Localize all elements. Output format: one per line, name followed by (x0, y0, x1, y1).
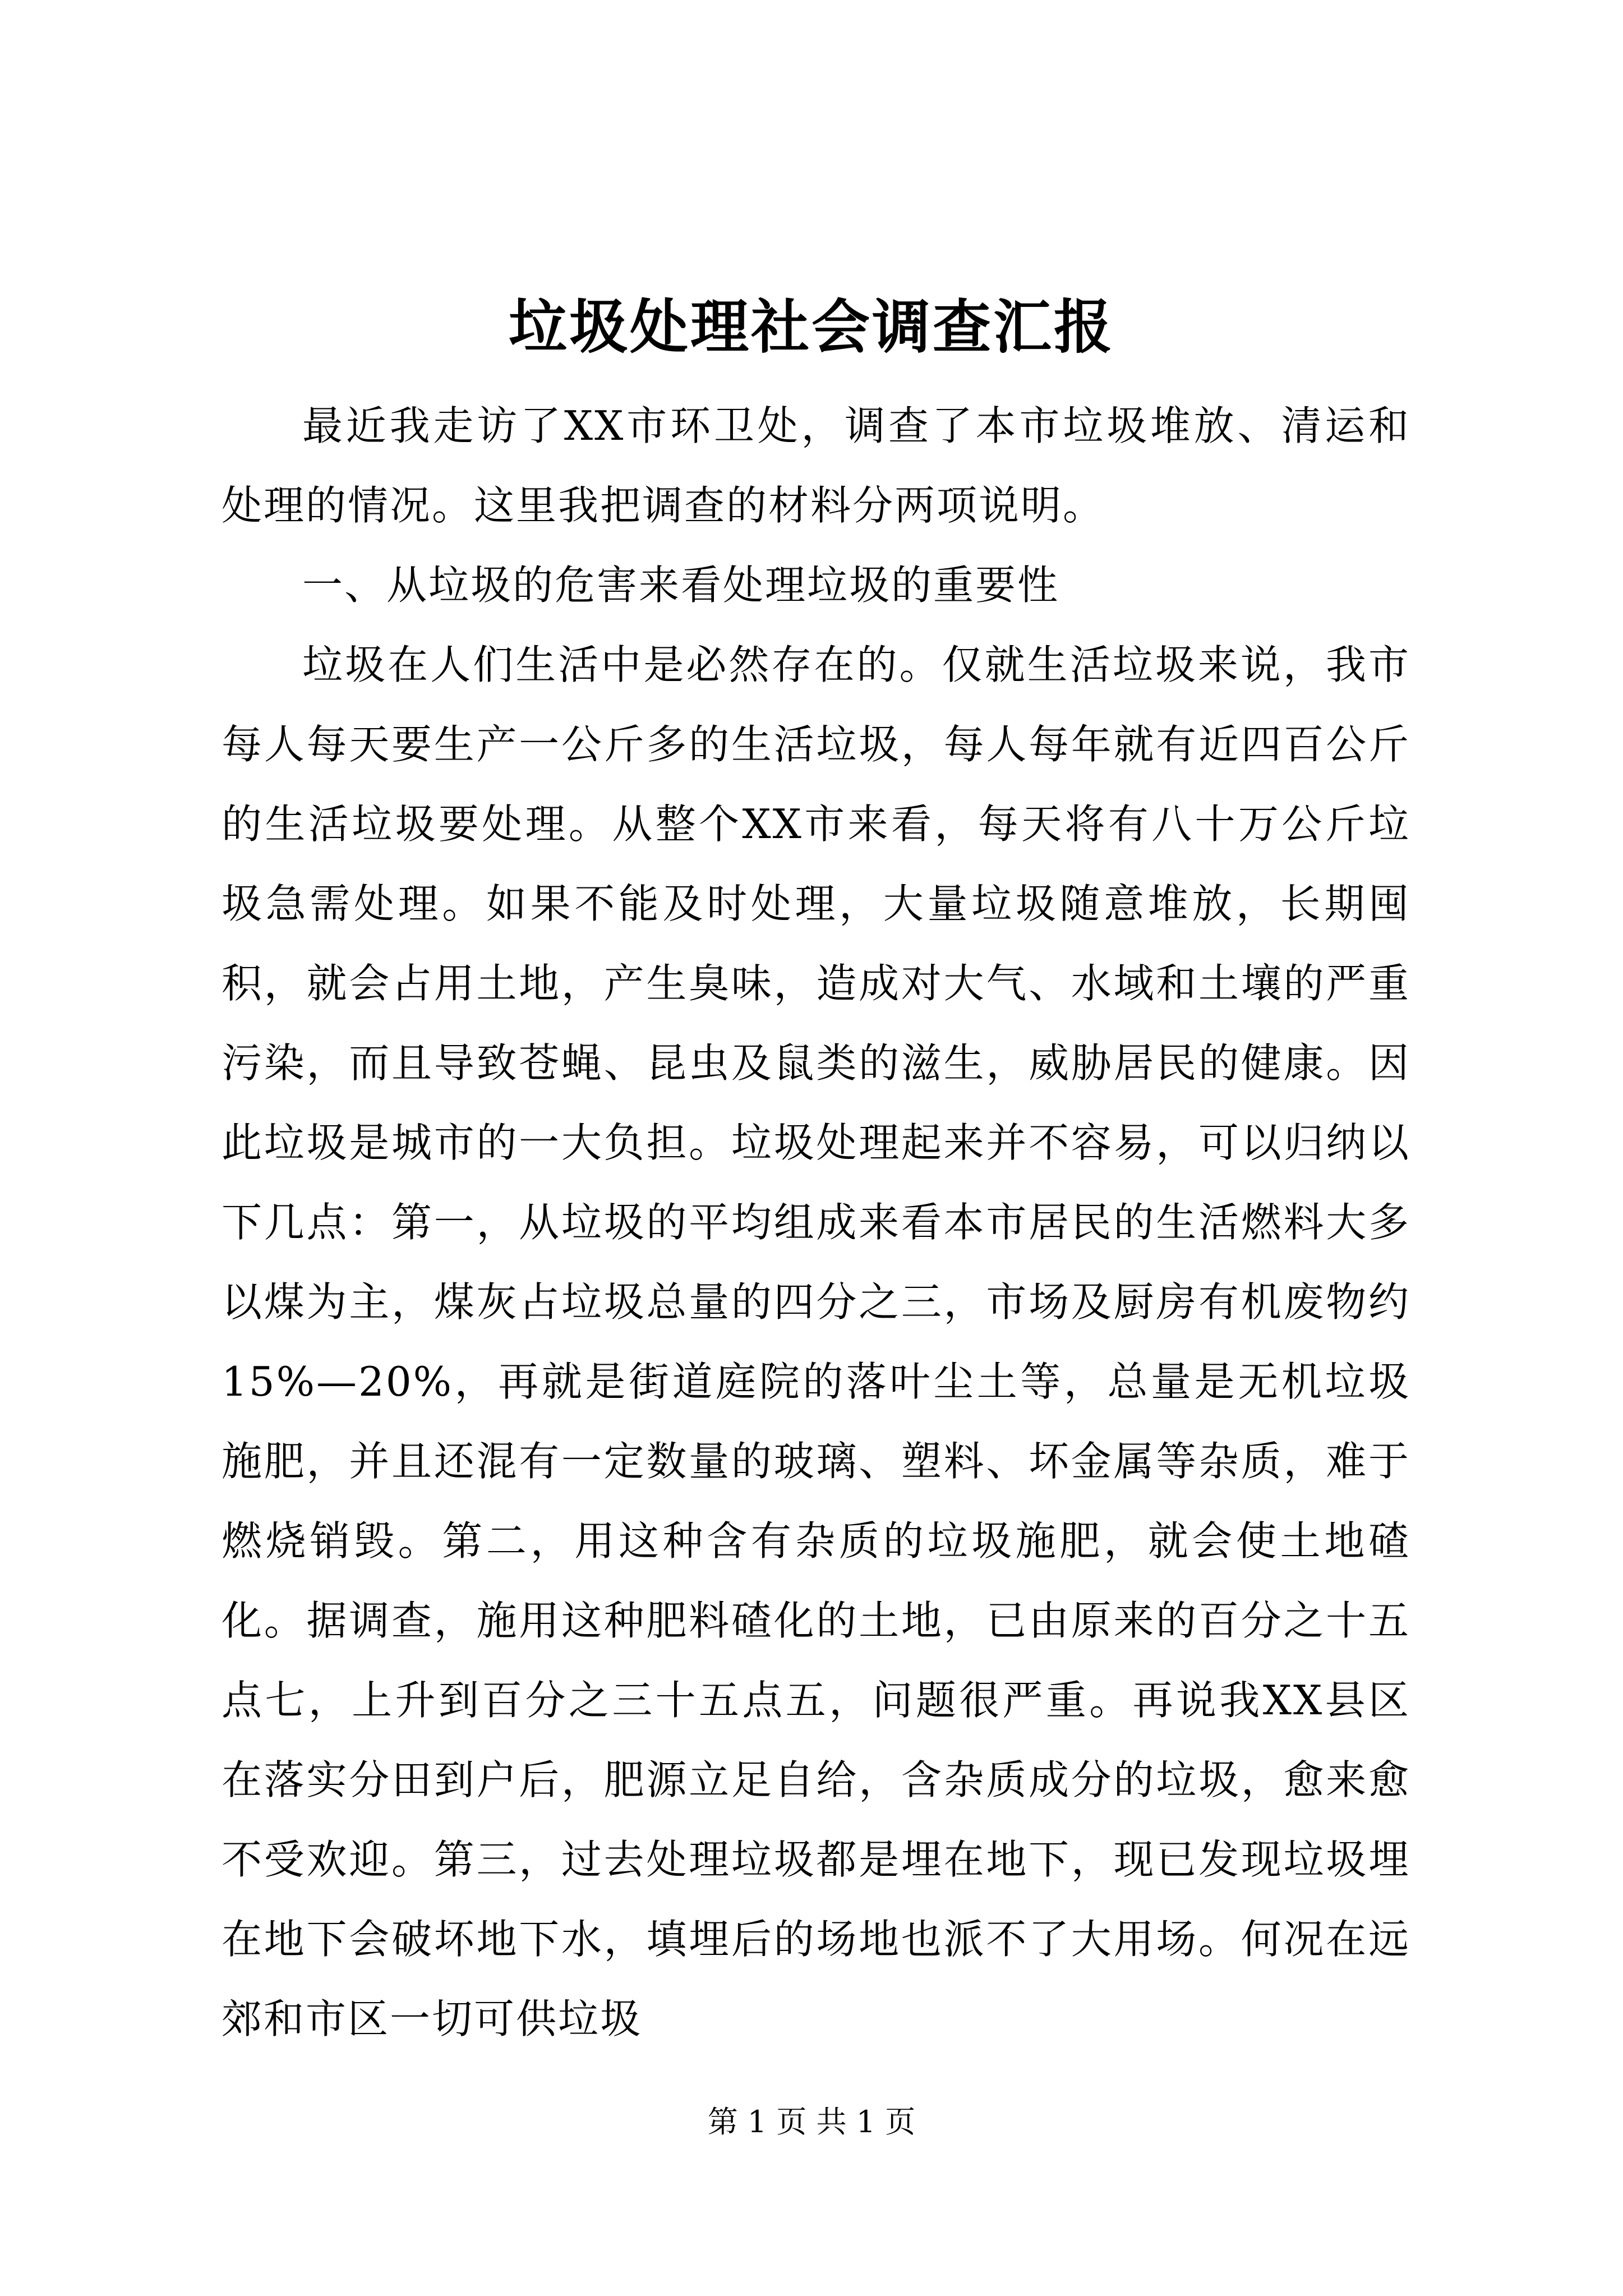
section-heading-1: 一、从垃圾的危害来看处理垃圾的重要性 (302, 562, 1060, 609)
document-body (222, 386, 1410, 2059)
paragraph-intro: 最近我走访了XX市环卫处，调查了本市垃圾堆放、清运和处理的情况。这里我把调查的材料分两项说明。 (222, 402, 1410, 529)
document-title: 垃圾处理社会调查汇报 (508, 292, 1114, 361)
paragraph-body: 垃圾在人们生活中是必然存在的。仅就生活垃圾来说，我市每人每天要生产一公斤多的生活垃圾，每人每年就有近四百公斤的生活垃圾要处理。从整个XX市来看，每天将有八十万公斤垃圾急需处理。如果不能及时处理，大量垃圾随意堆放，长期囤积，就会占用土地，产生臭味，造成对大气、水域和土壤的严重污染，而且导致苍蝇、昆虫及鼠类的滋生，威胁居民的健康。因此垃圾是城市的一大负担。垃圾处理起来并不容易，可以归纳以下几点：第一，从垃圾的平均组成来看本市居民的生活燃料大多以煤为主，煤灰占垃圾总量的四分之三，市场及厨房有机废物约15%—20%，再就是街道庭院的落叶尘土等，总量是无机垃圾施肥，并且还混有一定数量的玻璃、塑料、坏金属等杂质，难于燃烧销毁。第二，用这种含有杂质的垃圾施肥，就会使土地碴化。据调查，施用这种肥料碴化的土地，已由原来的百分之十五点七，上升到百分之三十五点五，问题很严重。再说我XX县区在落实分田到户后，肥源立足自给，含杂质成分的垃圾，愈来愈不受欢迎。第三，过去处理垃圾都是埋在地下，现已发现垃圾埋在地下会破坏地下水，填埋后的场地也派不了大用场。何况在远郊和市区一切可供垃圾 (222, 641, 1410, 2042)
page-number-footer: 第 1 页 共 1 页 (707, 2104, 916, 2139)
